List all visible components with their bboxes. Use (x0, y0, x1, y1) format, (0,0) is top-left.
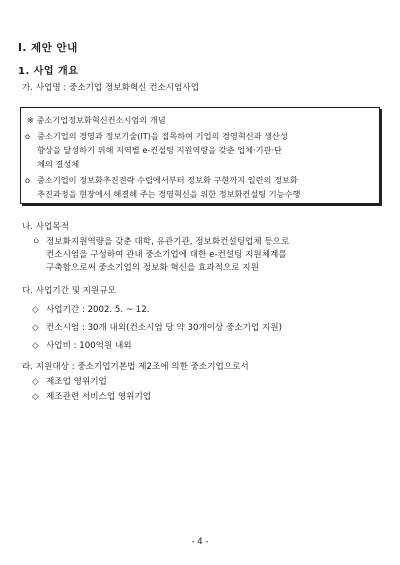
purpose-line-2: 컨소시엄을 구성하여 관내 중소기업에 대한 e-컨설팅 지원체계를 (46, 250, 287, 260)
business-name: 가. 사업명 : 중소기업 정보화혁신 컨소시엄사업 (22, 83, 200, 93)
bullet: o (25, 131, 31, 141)
period-scale-title: 다. 사업기간 및 지원규모 (22, 286, 116, 296)
concept-item-text: 중소기업의 경영과 정보기술(IT)을 접목하여 기업의 경영혁신과 생산성 (37, 131, 288, 141)
section-heading: Ⅰ. 제안 안내 (18, 42, 78, 54)
diamond-bullet-icon: ◇ (32, 341, 39, 351)
target-item-text: 제조관련 서비스업 영위기업 (46, 392, 152, 402)
bullet: o (25, 175, 31, 185)
target-item (32, 391, 151, 403)
period-item (32, 304, 149, 316)
budget-item-text: 사업비 : 100억원 내외 (46, 341, 132, 351)
purpose-title: 나. 사업목적 (22, 222, 69, 232)
diamond-bullet-icon: ◇ (32, 392, 39, 402)
target-item-text: 제조업 영위기업 (46, 377, 107, 387)
purpose-line-3: 구축함으로써 중소기업의 정보화 혁신을 효과적으로 지원 (46, 263, 259, 273)
concept-item-1-line-1 (25, 130, 288, 142)
diamond-bullet-icon: ◇ (32, 377, 39, 387)
purpose-bullet: ㅇ (32, 237, 41, 247)
purpose-line-1: 정보화지원역량을 갖춘 대학, 유관기관, 정보화컨설팅업체 등으로 (46, 237, 290, 247)
concept-item-text: 중소기업이 정보화추진전략 수립에서부터 정보화 구현까지 일련의 정보화 (37, 175, 298, 185)
diamond-bullet-icon: ◇ (32, 323, 39, 333)
target-title: 라. 지원대상 : 중소기업기본법 제2조에 의한 중소기업으로서 (22, 362, 249, 372)
target-item (32, 376, 107, 388)
concept-item-2-line-1 (25, 174, 298, 186)
concept-item-1-line-2: 향상을 달성하기 위해 지역별 e-컨설팅 지원역량을 갖춘 업체·기관·단 (37, 145, 282, 155)
consortium-item-text: 컨소시엄 : 30개 내외(컨소시엄 당 약 30개이상 중소기업 지원) (46, 323, 282, 333)
diamond-bullet-icon: ◇ (32, 305, 39, 315)
concept-box-title: ※ 중소기업정보화혁신컨소시엄의 개념 (27, 115, 166, 125)
concept-item-1-line-3: 체의 결성체 (37, 159, 80, 169)
page-number: - 4 - (191, 537, 209, 547)
consortium-item (32, 322, 282, 334)
concept-box (20, 107, 380, 204)
budget-item (32, 340, 132, 352)
period-item-text: 사업기간 : 2002. 5. ~ 12. (46, 305, 150, 315)
concept-item-2-line-2: 추진과정을 현장에서 해결해 주는 경영혁신을 위한 정보화컨설팅 기능수행 (37, 189, 301, 199)
subsection-heading: 1. 사업 개요 (18, 66, 79, 77)
